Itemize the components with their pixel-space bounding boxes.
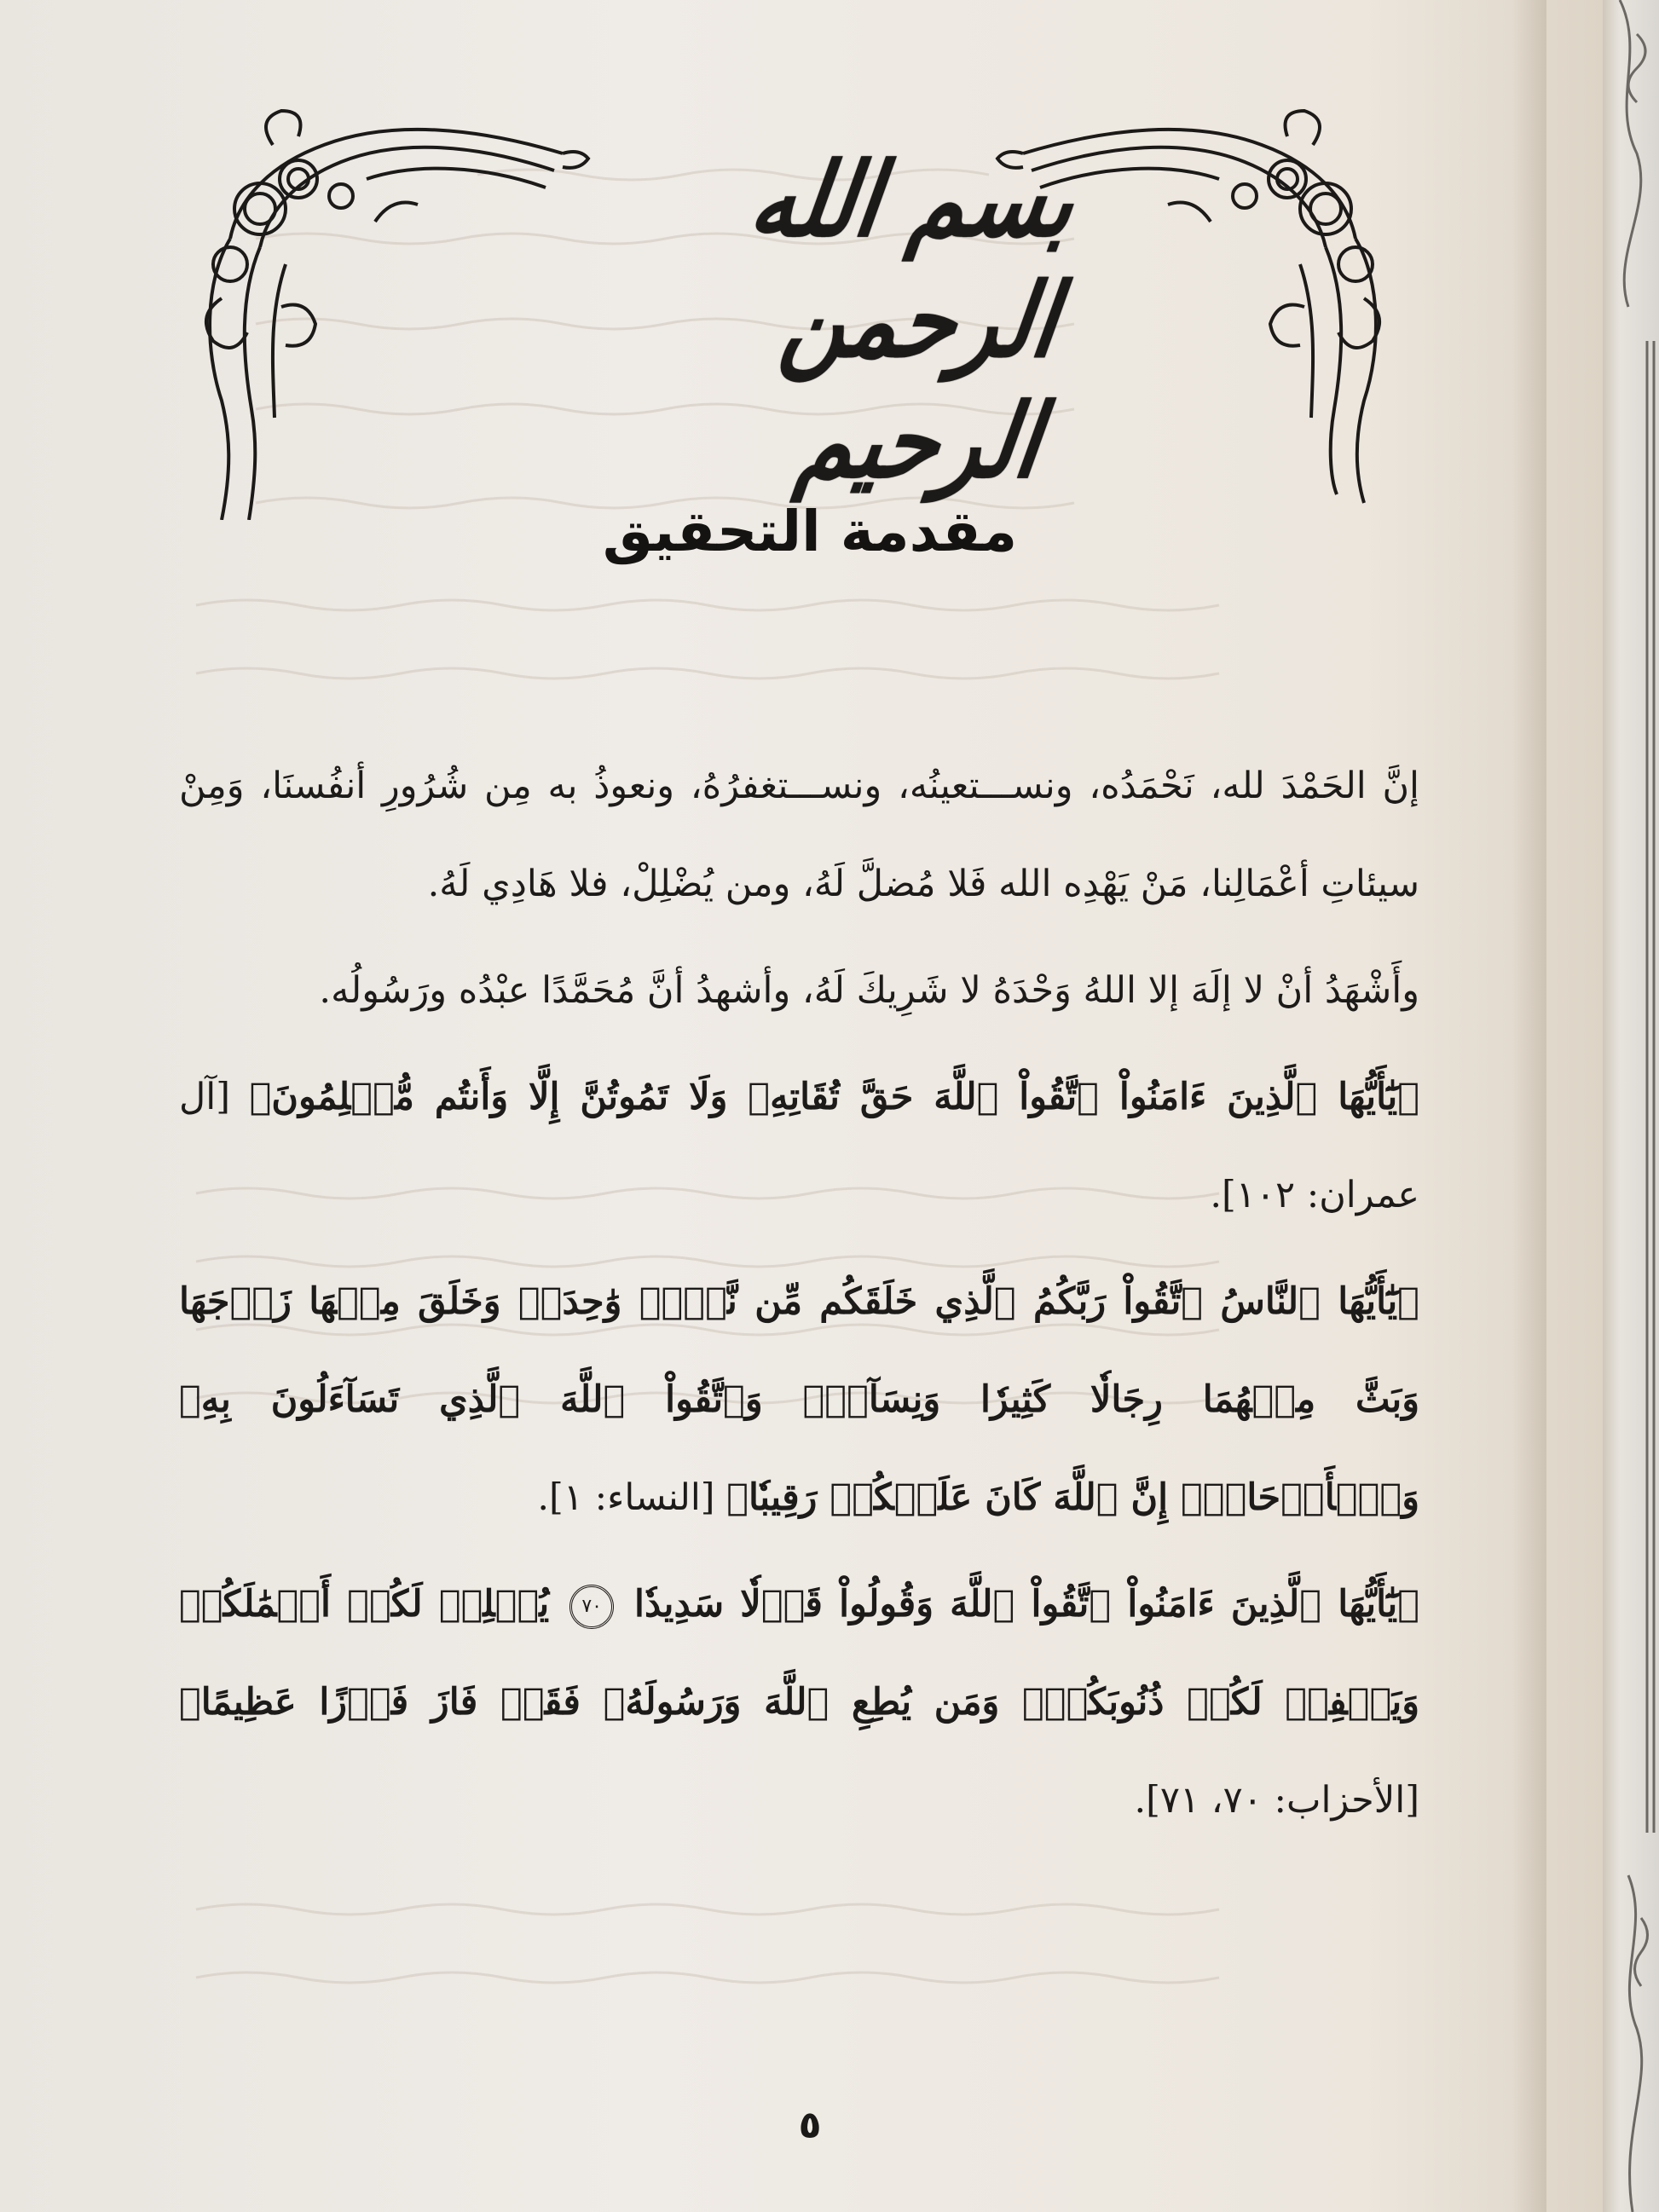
basmala-calligraphy	[529, 138, 1083, 501]
gutter-shadow	[1512, 0, 1546, 2212]
page-number: ٥	[798, 2104, 822, 2147]
ayah-al-imran	[179, 1048, 1419, 1245]
edge-ornament-icon	[1603, 0, 1659, 2212]
paragraph-shahada: وأَشْهَدُ أنْ لا إلَهَ إلا اللهُ وَحْدَهُ لا شَرِيكَ لَهُ، وأشهدُ أنَّ مُحَمَّدًا عبْدُه ورَسُولُه.	[319, 969, 1419, 1012]
ayah-number-marker: ٧٠	[569, 1585, 614, 1629]
paragraph-hamd: إنَّ الحَمْدَ لله، نَحْمَدُه، ونســـتعينُه، ونســـتغفرُهُ، ونعوذُ به مِن شُرُورِ أنفُسنَا، وَمِنْ سيئاتِ أعْمَالِنا، مَنْ يَهْدِه الله فَلا مُضلَّ لَهُ، ومن يُضْلِلْ، فلا هَادِي لَهُ.	[179, 765, 1419, 905]
ayah-text: ﴿يَٰٓأَيُّهَا ٱلَّذِينَ ءَامَنُواْ ٱتَّقُواْ ٱللَّهَ وَقُولُواْ قَوۡلٗا سَدِيدٗا	[634, 1583, 1420, 1626]
ayah-an-nisa	[179, 1253, 1419, 1547]
body-text	[179, 737, 1419, 1850]
ayah-reference: [الأحزاب: ٧٠، ٧١].	[1134, 1779, 1419, 1822]
ayah-text: يُصۡلِحۡ لَكُمۡ أَعۡمَٰلَكُمۡ وَيَغۡفِرۡ لَكُمۡ ذُنُوبَكُمۡۗ وَمَن يُطِعِ ٱللَّهَ وَرَسُولَهُۥ فَقَدۡ فَازَ فَوۡزًا عَظِيمًا﴾	[179, 1583, 1419, 1724]
ayah-text: ﴿يَٰٓأَيُّهَا ٱلنَّاسُ ٱتَّقُواْ رَبَّكُمُ ٱلَّذِي خَلَقَكُم مِّن نَّفۡسٖ وَٰحِدَةٖ وَخَلَقَ مِنۡهَا زَوۡجَهَا وَبَثَّ مِنۡهُمَا رِجَالٗا كَثِيرٗا وَنِسَآءٗۚ وَٱتَّقُواْ ٱللَّهَ ٱلَّذِي تَسَآءَلُونَ بِهِۦ وَٱلۡأَرۡحَامَۚ إِنَّ ٱللَّهَ كَانَ عَلَيۡكُمۡ رَقِيبٗا﴾	[179, 1280, 1419, 1519]
ayah-al-ahzab	[179, 1556, 1419, 1850]
ayah-text: ﴿يَٰٓأَيُّهَا ٱلَّذِينَ ءَامَنُواْ ٱتَّقُواْ ٱللَّهَ حَقَّ تُقَاتِهِۦ وَلَا تَمُوتُنَّ إِلَّا وَأَنتُم مُّسۡلِمُونَ﴾	[249, 1076, 1419, 1118]
ayah-reference: [آل عمران: ١٠٢].	[179, 1076, 1419, 1216]
basmala-text: بسم الله الرحمن الرحيم	[743, 138, 1083, 501]
next-page-edge	[1603, 0, 1659, 2212]
page-title: مقدمة التحقيق	[602, 499, 1018, 564]
ayah-reference: [النساء: ١].	[537, 1476, 715, 1519]
